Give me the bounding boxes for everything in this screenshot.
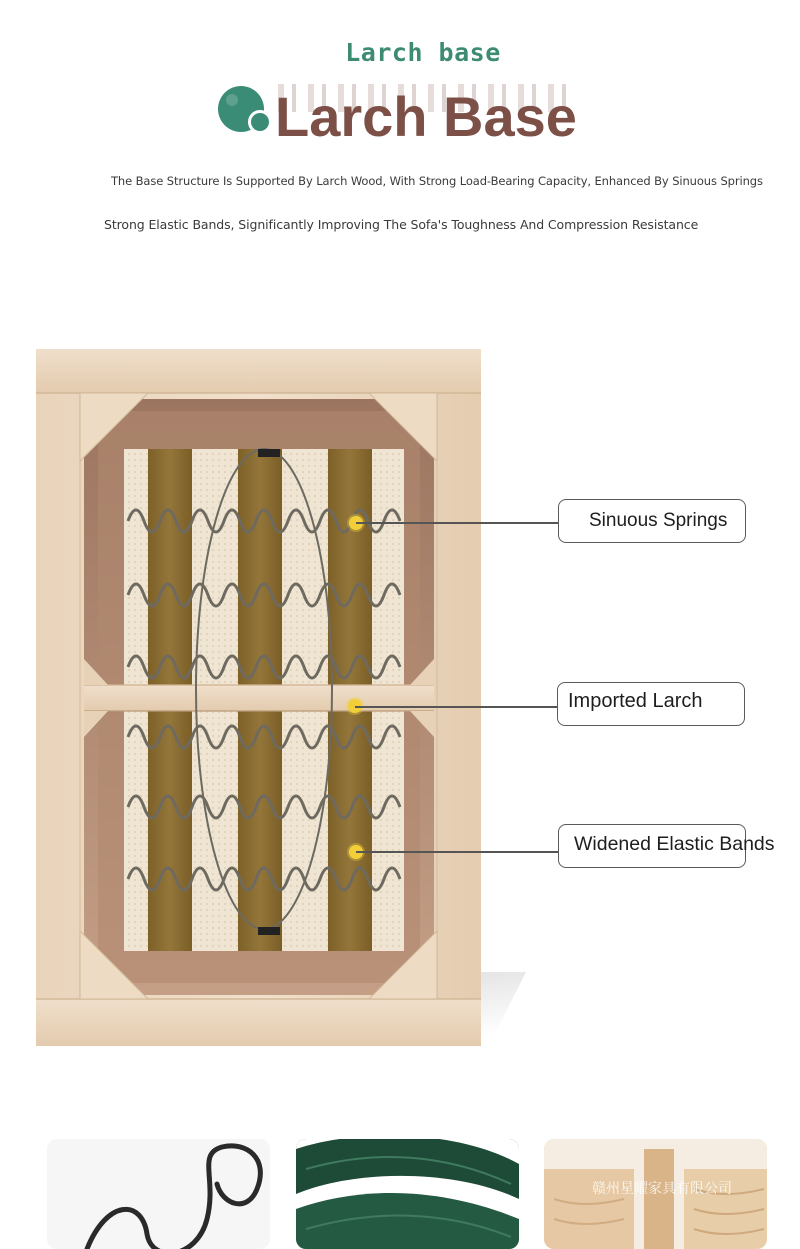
small-title: Larch base (345, 38, 501, 67)
label-imported-larch: Imported Larch (568, 690, 703, 712)
description-line-2: Strong Elastic Bands, Significantly Improving The Sofa's Toughness And Compression Resistance (104, 217, 699, 232)
top-rail (36, 349, 481, 393)
elastic-band (328, 449, 372, 685)
page-title: Larch Base (275, 85, 577, 148)
watermark-company-name: 赣州星曜家具有限公司 (592, 1181, 732, 1197)
bottom-rail (36, 999, 481, 1046)
logo-dot-icon (248, 110, 272, 134)
leader-line (356, 851, 559, 853)
elastic-band-icon (296, 1139, 519, 1249)
leader-line (356, 522, 559, 524)
label-widened-elastic-bands: Widened Elastic Bands (574, 833, 775, 855)
elastic-band (328, 711, 372, 951)
thumbnail-elastic-band (296, 1139, 519, 1249)
thumbnail-spring (47, 1139, 270, 1249)
label-sinuous-springs: Sinuous Springs (589, 510, 728, 531)
elastic-band (148, 449, 192, 685)
elastic-band (238, 449, 282, 685)
spring-wire-icon (47, 1139, 270, 1249)
larch-frame-illustration (36, 349, 481, 1046)
leader-line (355, 706, 558, 708)
description-line-1: The Base Structure Is Supported By Larch Wood, With Strong Load-Bearing Capacity, Enhanced By Sinuous Springs (111, 174, 763, 188)
